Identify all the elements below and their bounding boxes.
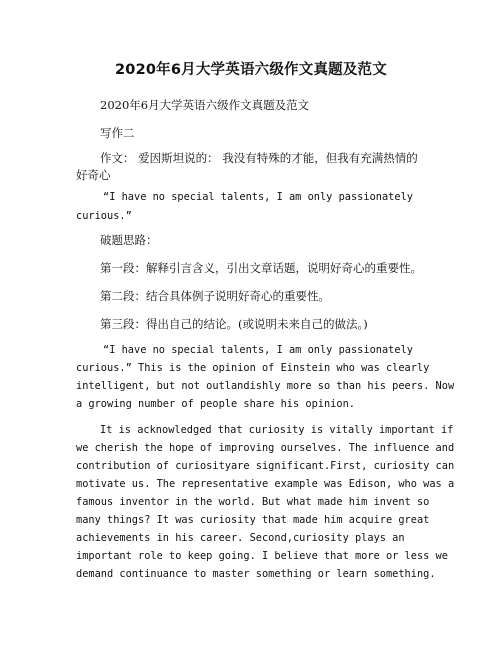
essay-p2-line-3: contribution of curiosityare significant.First, curiosity can <box>76 460 455 472</box>
subtitle: 2020年6月大学英语六级作文真题及范文 <box>100 98 310 112</box>
essay-p1-line-1: “I have no special talents, I am only passionately <box>103 344 413 356</box>
section-label: 写作二 <box>100 126 135 140</box>
essay-p2-line-4: motivate us. The representative example was Edison, who was a <box>76 478 455 490</box>
quote-line-2: curious.” <box>76 210 132 222</box>
essay-p2-line-2: we cherish the hope of improving ourselves. The influence and <box>76 442 455 454</box>
prompt-line-2: 好奇心 <box>76 168 111 182</box>
approach-para-3: 第三段：得出自己的结论。(或说明未来自己的做法。) <box>100 317 368 331</box>
essay-p2-line-6: many things? It was curiosity that made him acquire great <box>76 514 430 526</box>
essay-p1-line-3: intelligent, but not outlandishly more so than his peers. Now <box>76 380 455 392</box>
prompt-line-1: 作文： 爱因斯坦说的： 我没有特殊的才能，但我有充满热情的 <box>100 151 418 165</box>
essay-p2-line-8: important role to keep going. I believe that more or less we <box>76 550 448 562</box>
approach-para-2: 第二段：结合具体例子说明好奇心的重要性。 <box>100 289 330 303</box>
approach-heading: 破题思路： <box>100 233 158 247</box>
essay-p2-line-7: achievements in his career. Second,curiosity plays an <box>76 532 405 544</box>
essay-p2-line-1: It is acknowledged that curiosity is vitally important if <box>100 424 454 436</box>
page-title: 2020年6月大学英语六级作文真题及范文 <box>115 62 387 78</box>
essay-p1-line-2: curious.” This is the opinion of Einstein who was clearly <box>76 362 430 374</box>
quote-line-1: “I have no special talents, I am only passionately <box>103 191 413 203</box>
essay-p2-line-9: demand continuance to master something or learn something. <box>76 568 436 580</box>
essay-p2-line-5: famous inventor in the world. But what made him invent so <box>76 496 430 508</box>
essay-p1-line-4: a growing number of people share his opinion. <box>76 398 355 410</box>
approach-para-1: 第一段：解释引言含义，引出文章话题，说明好奇心的重要性。 <box>100 261 422 275</box>
